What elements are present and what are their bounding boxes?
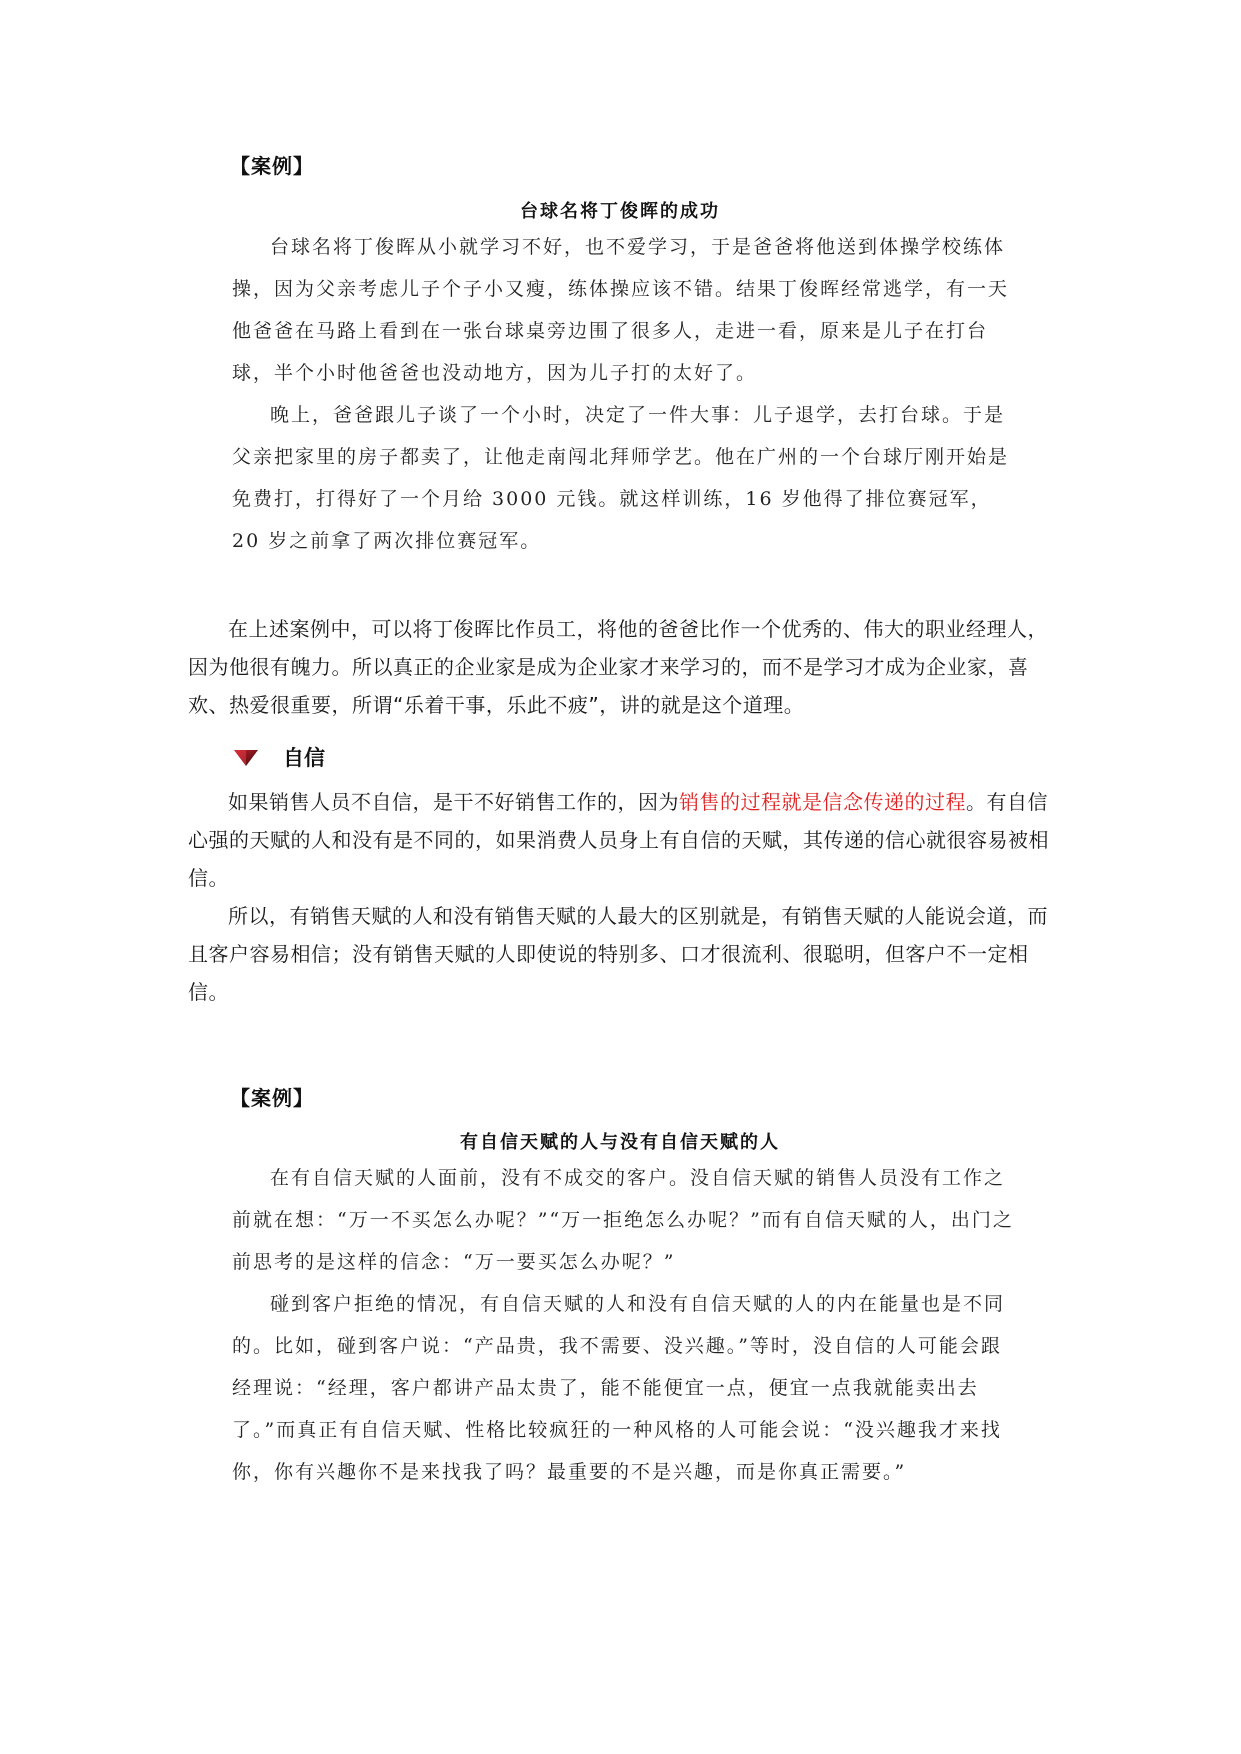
case-title: 台球名将丁俊晖的成功 <box>520 201 720 222</box>
text-run: 。有自信心强的天赋的人和没有是不同的，如果消费人员身上有自信的天赋，其传递的信心就很容易被相信。 <box>188 790 1049 890</box>
arrow-down-icon <box>233 746 259 768</box>
case-story <box>232 1157 1014 1493</box>
analysis-text <box>188 610 1054 724</box>
body-paragraph: 在上述案例中，可以将丁俊晖比作员工，将他的爸爸比作一个优秀的、伟大的职业经理人，因为他很有魄力。所以真正的企业家是成为企业家才来学习的，而不是学习才成为企业家，喜欢、热爱很重要，所谓“乐着干事，乐此不疲”，讲的就是这个道理。 <box>188 617 1048 717</box>
body-paragraph <box>188 783 1054 897</box>
case-title: 有自信天赋的人与没有自信天赋的人 <box>460 1132 780 1153</box>
story-paragraph: 在有自信天赋的人面前，没有不成交的客户。没自信天赋的销售人员没有工作之前就在想：“万一不买怎么办呢？”“万一拒绝怎么办呢？”而有自信天赋的人，出门之前思考的是这样的信念：“万一要买怎么办呢？” <box>232 1167 1014 1273</box>
story-paragraph: 台球名将丁俊晖从小就学习不好，也不爱学习，于是爸爸将他送到体操学校练体操，因为父亲考虑儿子个子小又瘦，练体操应该不错。结果丁俊晖经常逃学，有一天他爸爸在马路上看到在一张台球桌旁边围了很多人，走进一看，原来是儿子在打台球，半个小时他爸爸也没动地方，因为儿子打的太好了。 <box>232 236 1010 384</box>
section-heading <box>233 742 325 772</box>
case-label: 【案例】 <box>230 1086 314 1110</box>
body-paragraph: 所以，有销售天赋的人和没有销售天赋的人最大的区别就是，有销售天赋的人能说会道，而且客户容易相信；没有销售天赋的人即使说的特别多、口才很流利、很聪明，但客户不一定相信。 <box>188 904 1048 1004</box>
case-label: 【案例】 <box>230 154 314 178</box>
highlighted-text: 销售的过程就是信念传递的过程 <box>679 790 966 814</box>
section-heading-label: 自信 <box>283 746 325 770</box>
case-story <box>232 226 1014 562</box>
story-paragraph: 晚上，爸爸跟儿子谈了一个小时，决定了一件大事：儿子退学，去打台球。于是父亲把家里的房子都卖了，让他走南闯北拜师学艺。他在广州的一个台球厅刚开始是免费打，打得好了一个月给 3000 元钱。就这样训练，16 岁他得了排位赛冠军，20 岁之前拿了两次排位赛冠军。 <box>232 404 1010 552</box>
section-text <box>188 783 1054 1011</box>
story-paragraph: 碰到客户拒绝的情况，有自信天赋的人和没有自信天赋的人的内在能量也是不同的。比如，碰到客户说：“产品贵，我不需要、没兴趣。”等时，没自信的人可能会跟经理说：“经理，客户都讲产品太贵了，能不能便宜一点，便宜一点我就能卖出去了。”而真正有自信天赋、性格比较疯狂的一种风格的人可能会说：“没兴趣我才来找你，你有兴趣你不是来找我了吗？最重要的不是兴趣，而是你真正需要。” <box>232 1293 1006 1483</box>
text-run: 如果销售人员不自信，是干不好销售工作的，因为 <box>228 790 679 814</box>
